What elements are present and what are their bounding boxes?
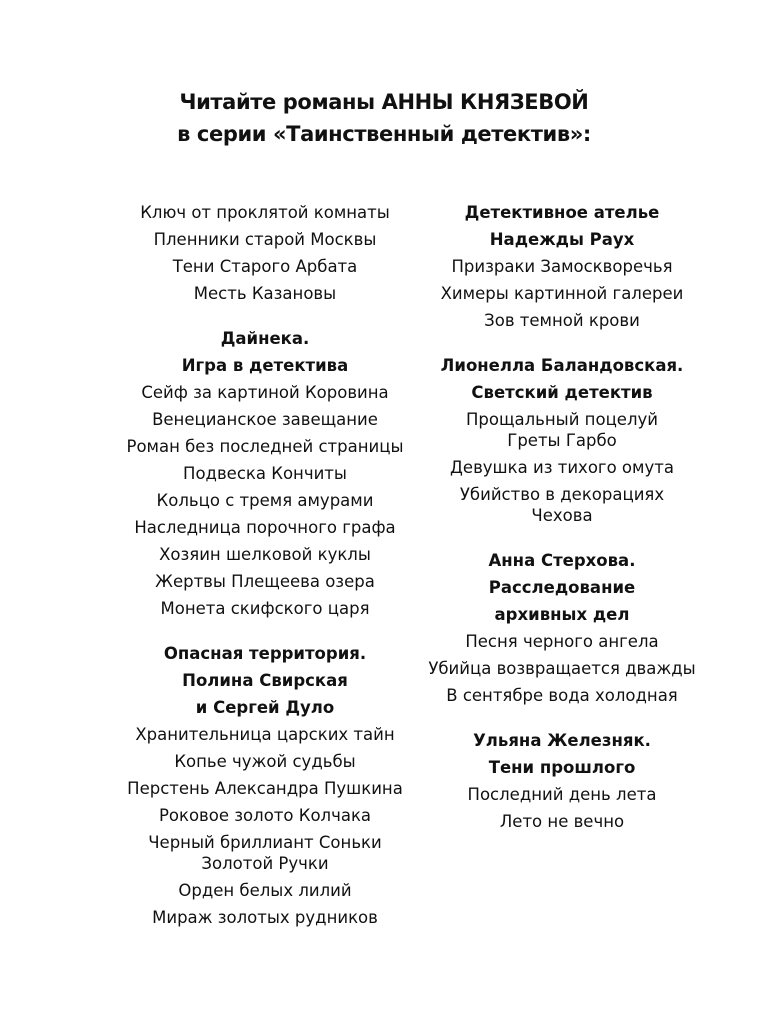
series-daineka <box>96 325 434 622</box>
book-title: Перстень Александра Пушкина <box>127 779 403 798</box>
book-title: Песня черного ангела <box>465 632 659 651</box>
book-title: Копье чужой судьбы <box>174 752 356 771</box>
book-title: Сейф за картиной Коровина <box>141 383 389 402</box>
book-title: Химеры картинной галереи <box>440 284 684 303</box>
series-zheleznyak <box>408 727 716 835</box>
left-column <box>96 199 434 931</box>
book-title: Наследница порочного графа <box>134 518 396 537</box>
book-title: Убийца возвращается дважды <box>428 659 696 678</box>
book-title: Лето не вечно <box>499 812 625 831</box>
series-heading: Светский детектив <box>471 383 653 402</box>
book-title: Месть Казановы <box>193 284 337 303</box>
series-sterkhova <box>408 547 716 709</box>
title-line-2: в серии «Таинственный детектив»: <box>177 122 591 146</box>
book-title: Венецианское завещание <box>152 410 378 429</box>
series-heading: Анна Стерхова. <box>488 551 636 570</box>
book-title: Роман без последней страницы <box>126 437 404 456</box>
series-heading: Надежды Раух <box>489 230 635 249</box>
series-heading: Лионелла Баландовская. <box>440 356 684 375</box>
book-title: В сентябре вода холодная <box>446 686 678 705</box>
book-title: Роковое золото Колчака <box>158 806 372 825</box>
book-title: Черный бриллиант Соньки Золотой Ручки <box>148 833 382 873</box>
book-title: Кольцо с тремя амурами <box>156 491 374 510</box>
series-heading: и Сергей Дуло <box>195 698 335 717</box>
right-column <box>408 199 716 835</box>
series-heading: Дайнека. <box>220 329 310 348</box>
book-title: Тени Старого Арбата <box>172 257 358 276</box>
series-heading: Игра в детектива <box>181 356 349 375</box>
series-heading: Ульяна Железняк. <box>473 731 651 750</box>
book-title: Орден белых лилий <box>178 881 352 900</box>
series-heading: Детективное ателье <box>464 203 660 222</box>
series-heading: Полина Свирская <box>182 671 348 690</box>
book-title: Убийство в декорациях Чехова <box>459 485 665 525</box>
book-title: Мираж золотых рудников <box>152 908 378 927</box>
book-title: Жертвы Плещеева озера <box>155 572 375 591</box>
book-title: Ключ от проклятой комнаты <box>140 203 390 222</box>
book-title: Подвеска Кончиты <box>183 464 347 483</box>
book-title: Призраки Замоскворечья <box>451 257 673 276</box>
title-line-1: Читайте романы АННЫ КНЯЗЕВОЙ <box>179 90 589 114</box>
series-lionella <box>408 352 716 529</box>
series-heading: Расследование <box>488 578 636 597</box>
book-title: Девушка из тихого омута <box>450 458 674 477</box>
book-title: Хозяин шелковой куклы <box>159 545 371 564</box>
book-title: Зов темной крови <box>484 311 640 330</box>
page-title <box>0 86 768 150</box>
book-title: Монета скифского царя <box>160 599 370 618</box>
series-dangerous-territory <box>96 640 434 931</box>
book-title: Последний день лета <box>467 785 657 804</box>
series-heading: Тени прошлого <box>488 758 636 777</box>
series-heading: Опасная территория. <box>163 644 367 663</box>
series-heading: архивных дел <box>494 605 630 624</box>
book-title: Пленники старой Москвы <box>153 230 377 249</box>
series-detective-atelier <box>408 199 716 334</box>
standalone-books <box>96 199 434 307</box>
book-title: Хранительница царских тайн <box>135 725 395 744</box>
book-title: Прощальный поцелуй Греты Гарбо <box>466 410 658 450</box>
